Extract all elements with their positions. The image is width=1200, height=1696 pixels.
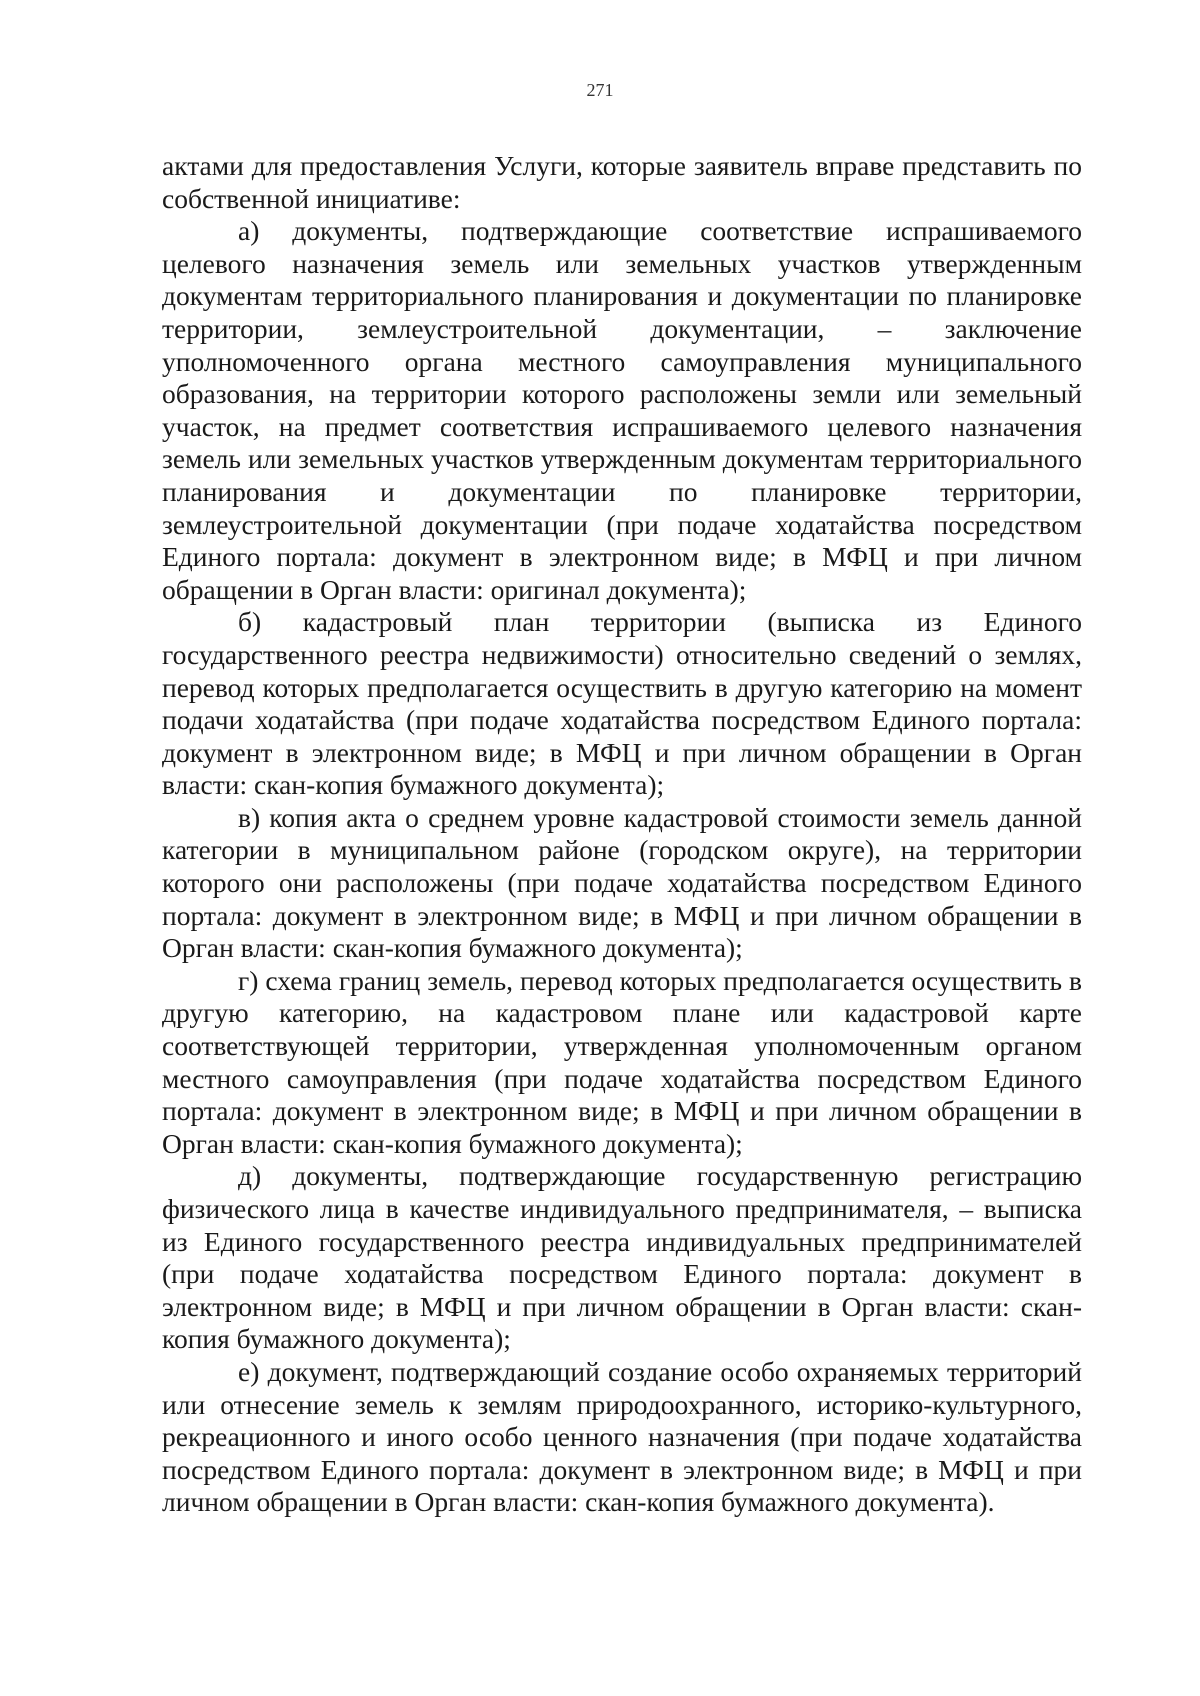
intro-paragraph: актами для предоставления Услуги, которые заявитель вправе представить по собственной инициативе: [162,150,1082,214]
list-item-a: а) документы, подтверждающие соответствие испрашиваемого целевого назначения земель или земельных участков утвержденным документам территориального планирования и документации по планировке территории, землеустроительной документации, – заключение уполномоченного органа местного самоуправления муниципального образования, на территории которого расположены земли или земельный участок, на предмет соответствия испрашиваемого целевого назначения земель или земельных участков утвержденным документам территориального планирования и документации по планировке территории, землеустроительной документации (при подаче ходатайства посредством Единого портала: документ в электронном виде; в МФЦ и при личном обращении в Орган власти: оригинал документа); [162,215,1082,605]
list-item-g: г) схема границ земель, перевод которых предполагается осуществить в другую категорию, на кадастровом плане или кадастровой карте соответствующей территории, утвержденная уполномоченным органом местного самоуправления (при подаче ходатайства посредством Единого портала: документ в электронном виде; в МФЦ и при личном обращении в Орган власти: скан-копия бумажного документа); [162,964,1082,1159]
page-number: 271 [586,80,614,100]
list-item-v: в) копия акта о среднем уровне кадастровой стоимости земель данной категории в муниципальном районе (городском округе), на территории которого они расположены (при подаче ходатайства посредством Единого портала: документ в электронном виде; в МФЦ и при личном обращении в Орган власти: скан-копия бумажного документа); [162,801,1082,964]
list-item-b: б) кадастровый план территории (выписка из Единого государственного реестра недвижимости) относительно сведений о землях, перевод которых предполагается осуществить в другую категорию на момент подачи ходатайства (при подаче ходатайства посредством Единого портала: документ в электронном виде; в МФЦ и при личном обращении в Орган власти: скан-копия бумажного документа); [162,606,1082,801]
document-body [162,150,1082,1519]
list-item-d: д) документы, подтверждающие государственную регистрацию физического лица в качестве индивидуального предпринимателя, – выписка из Единого государственного реестра индивидуальных предпринимателей (при подаче ходатайства посредством Единого портала: документ в электронном виде; в МФЦ и при личном обращении в Орган власти: скан-копия бумажного документа); [162,1160,1082,1355]
list-item-e: е) документ, подтверждающий создание особо охраняемых территорий или отнесение земель к землям природоохранного, историко-культурного, рекреационного и иного особо ценного назначения (при подаче ходатайства посредством Единого портала: документ в электронном виде; в МФЦ и при личном обращении в Орган власти: скан-копия бумажного документа). [162,1355,1082,1518]
